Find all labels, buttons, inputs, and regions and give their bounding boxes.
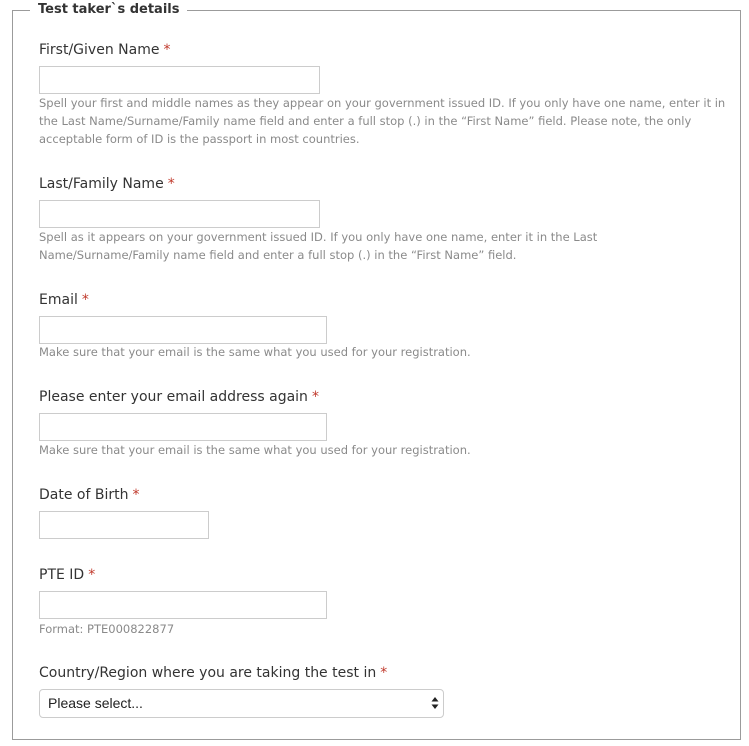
country-label	[39, 664, 387, 682]
required-marker: *	[380, 665, 388, 681]
email-confirm-input[interactable]	[39, 413, 327, 441]
country-label-text: Country/Region where you are taking the test in	[39, 665, 377, 681]
required-marker: *	[163, 42, 171, 58]
pte-id-label	[39, 566, 95, 584]
dob-label-text: Date of Birth	[39, 487, 129, 503]
country-select-value: Please select...	[48, 695, 143, 711]
pte-id-input[interactable]	[39, 591, 327, 619]
select-arrows-icon	[431, 696, 439, 710]
pte-id-label-text: PTE ID	[39, 567, 85, 583]
email-label	[39, 291, 89, 309]
first-name-label-text: First/Given Name	[39, 42, 160, 58]
email-label-text: Email	[39, 292, 78, 308]
email-confirm-label-text: Please enter your email address again	[39, 389, 308, 405]
pte-id-help: Format: PTE000822877	[39, 622, 175, 636]
email-confirm-label	[39, 388, 319, 406]
required-marker: *	[167, 176, 175, 192]
email-confirm-help: Make sure that your email is the same what you used for your registration.	[39, 443, 471, 457]
first-name-help: Spell your first and middle names as they appear on your government issued ID. If you only have one name, enter it in the Last Name/Surname/Family name field and enter a full stop (.) in the “First Name” field. Please note, the only acceptable form of ID is the passport in most countries.	[39, 96, 726, 146]
last-name-input[interactable]	[39, 200, 320, 228]
required-marker: *	[311, 389, 319, 405]
required-marker: *	[132, 487, 140, 503]
dob-input[interactable]	[39, 511, 209, 539]
dob-label	[39, 486, 139, 504]
required-marker: *	[88, 567, 96, 583]
fieldset-legend: Test taker`s details	[30, 2, 187, 18]
last-name-help: Spell as it appears on your government issued ID. If you only have one name, enter it in the Last Name/Surname/Family name field and enter a full stop (.) in the “First Name” field.	[39, 230, 598, 262]
required-marker: *	[81, 292, 89, 308]
last-name-label	[39, 175, 175, 193]
first-name-label	[39, 41, 170, 59]
email-help: Make sure that your email is the same what you used for your registration.	[39, 345, 471, 359]
country-select[interactable]	[39, 689, 444, 718]
last-name-label-text: Last/Family Name	[39, 176, 164, 192]
first-name-input[interactable]	[39, 66, 320, 94]
email-input[interactable]	[39, 316, 327, 344]
